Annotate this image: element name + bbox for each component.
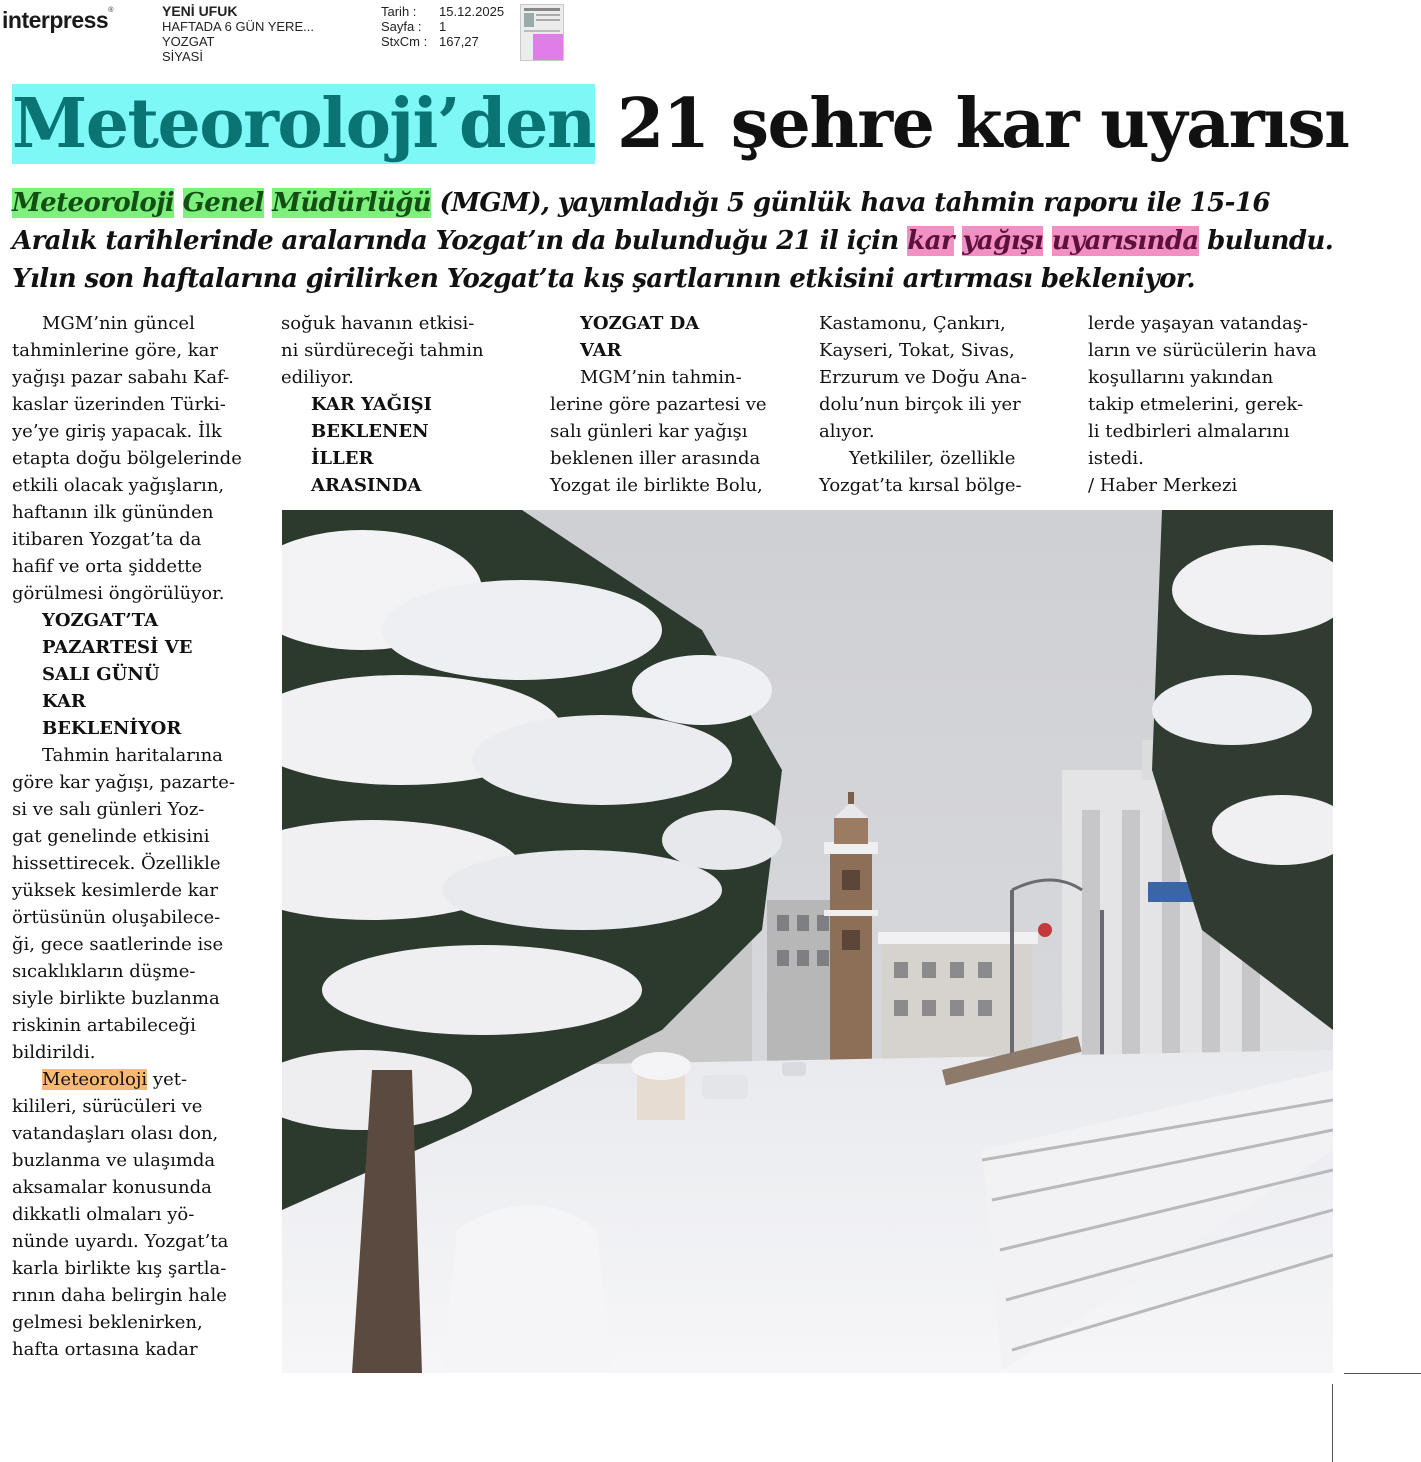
body-column-2 [281,310,531,499]
publication-frequency: HAFTADA 6 GÜN YERE... [162,19,314,34]
text-line: gat genelinde etkisini [12,826,210,847]
article-lead [12,184,1337,298]
text-line: / Haber Merkezi [1088,475,1238,496]
text-line: Yetkililer, özellikle [849,448,1016,469]
meta-row-size [381,34,504,49]
text-line: ği, gece saatlerinde ise [12,934,224,955]
text-line: Kayseri, Tokat, Sivas, [819,340,1015,361]
body-column-5 [1088,310,1338,499]
text-line: ye’ye giriş yapacak. İlk [12,421,222,442]
text-line: siyle birlikte buzlanma [12,988,220,1009]
text-line: ların ve sürücülerin hava [1088,340,1317,361]
text-line: beklenen iller arasında [550,448,761,469]
text-line: Tahmin haritalarına [42,745,223,766]
meta-label: Tarih : [381,4,417,19]
text-line: gelmesi beklenirken, [12,1312,203,1333]
highlighted-keyword: kar [907,226,954,256]
lead-text [1043,226,1051,256]
text-line: riskinin artabileceği [12,1015,196,1036]
snowy-town-square-photo [282,510,1333,1373]
publication-category: SİYASİ [162,49,203,64]
text-line: sıcaklıkların düşme- [12,961,196,982]
text-line: dolu’nun birçok ili yer [819,394,1021,415]
text-line: hafif ve orta şiddette [12,556,203,577]
highlighted-keyword: Meteoroloji [42,1069,148,1090]
text-line: soğuk havanın etkisi- [281,313,475,334]
subheading-line: PAZARTESİ VE [42,637,193,658]
interpress-logo: interpress® [2,7,113,33]
text-line: hafta ortasına kadar [12,1339,198,1360]
text-line: buzlanma ve ulaşımda [12,1150,216,1171]
text-line: koşullarını yakından [1088,367,1274,388]
publication-info [162,4,314,64]
text-line: görülmesi öngörülüyor. [12,583,225,604]
meta-value: 15.12.2025 [439,4,505,19]
headline-highlight: Meteoroloji’den [12,84,595,164]
text-line: vatandaşları olası don, [12,1123,219,1144]
highlighted-keyword: Müdürlüğü [272,188,432,218]
text-line: Yozgat’ta kırsal bölge- [819,475,1022,496]
text-line: si ve salı günleri Yoz- [12,799,205,820]
text-line: haftanın ilk gününden [12,502,214,523]
text-line: lerine göre pazartesi ve [550,394,767,415]
body-column-3 [550,310,800,499]
text-line: istedi. [1088,448,1144,469]
text-line: kaslar üzerinden Türki- [12,394,226,415]
text-line: hissettirecek. Özellikle [12,853,221,874]
article-location-marker [533,34,563,60]
subheading-line: ARASINDA [311,475,422,496]
highlighted-keyword: yağışı [962,226,1044,256]
text-line: Kastamonu, Çankırı, [819,313,1006,334]
text-line: tahminlerine göre, kar [12,340,219,361]
page-frame-rule [1344,1373,1421,1374]
subheading-line: YOZGAT’TA [42,610,159,631]
text-line: rının daha belirgin hale [12,1285,227,1306]
clipping-meta [381,4,504,49]
text-line: bildirildi. [12,1042,96,1063]
text-line: etapta doğu bölgelerinde [12,448,242,469]
subheading-line: VAR [580,340,622,361]
text-line: karla birlikte kış şartla- [12,1258,227,1279]
text-line: Yozgat ile birlikte Bolu, [550,475,763,496]
text-line: itibaren Yozgat’ta da [12,529,202,550]
lead-text [264,188,272,218]
headline-text: 21 şehre kar uyarısı [594,84,1349,164]
clipping-header [0,0,1421,70]
text-line: dikkatli olmaları yö- [12,1204,195,1225]
text-line: aksamalar konusunda [12,1177,212,1198]
text-line: Erzurum ve Doğu Ana- [819,367,1027,388]
text-line: Meteoroloji yet- [42,1069,188,1090]
publication-city: YOZGAT [162,34,215,49]
text-line: MGM’nin tahmin- [580,367,742,388]
lead-text [174,188,182,218]
text-line: li tedbirleri almalarını [1088,421,1290,442]
text-line: takip etmelerini, gerek- [1088,394,1304,415]
meta-value: 167,27 [439,34,479,49]
text-line: ni sürdüreceği tahmin [281,340,484,361]
subheading-line: KAR [42,691,86,712]
text-line: lerde yaşayan vatandaş- [1088,313,1309,334]
subheading-line: BEKLENİYOR [42,718,182,739]
meta-label: Sayfa : [381,19,422,34]
text-line: kilileri, sürücüleri ve [12,1096,203,1117]
text-line: nünde uyardı. Yozgat’ta [12,1231,229,1252]
page-frame-rule [1332,1384,1333,1462]
text-line: göre kar yağışı, pazarte- [12,772,235,793]
subheading-line: İLLER [311,448,374,469]
lead-text: bulundu. Yılın son haftalarına girilirken Yozgat’ta kış şartlarının etkisini artırması bekleniyor. [12,226,1334,294]
text-line: örtüsünün oluşabilece- [12,907,221,928]
text-line: salı günleri kar yağışı [550,421,748,442]
body-column-1 [12,310,262,1363]
text-line: MGM’nin güncel [42,313,195,334]
highlighted-keyword: Meteoroloji [12,188,175,218]
publication-name: YENİ UFUK [162,3,238,19]
subheading-line: SALI GÜNÜ [42,664,160,685]
meta-row-date [381,4,504,19]
subheading-line: KAR YAĞIŞI [311,394,432,415]
text-line: yüksek kesimlerde kar [12,880,218,901]
page-thumbnail[interactable] [520,4,564,61]
meta-label: StxCm : [381,34,428,49]
subheading-line: YOZGAT DA [580,313,700,334]
body-column-4 [819,310,1069,499]
lead-text: (MGM), yayımladığı 5 günlük hava tahmin raporu ile 15-16 Aralık tarihlerinde aralarında Yozgat’ın da bulunduğu 21 il için [12,188,1270,256]
highlighted-keyword: Genel [182,188,264,218]
subheading-line: BEKLENEN [311,421,429,442]
meta-value: 1 [439,19,447,34]
article-headline [12,80,1348,168]
text-line: yağışı pazar sabahı Kaf- [12,367,230,388]
text-line: alıyor. [819,421,875,442]
highlighted-keyword: uyarısında [1051,226,1199,256]
meta-row-page [381,19,504,34]
text-line: etkili olacak yağışların, [12,475,225,496]
text-line: ediliyor. [281,367,354,388]
